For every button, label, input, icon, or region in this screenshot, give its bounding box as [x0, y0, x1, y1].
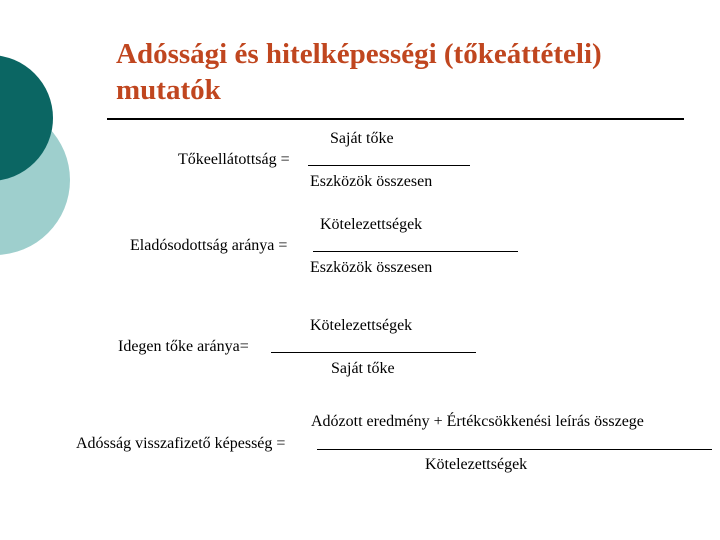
formula-label: Tőkeellátottság =	[178, 151, 290, 168]
formula-denominator: Saját tőke	[331, 360, 395, 377]
formula-label: Idegen tőke aránya=	[118, 338, 249, 355]
formula-numerator: Adózott eredmény + Értékcsökkenési leírás összege	[311, 413, 644, 430]
fraction-line	[271, 352, 476, 353]
page-title	[116, 36, 602, 108]
title-divider	[107, 118, 684, 120]
fraction-line	[308, 165, 470, 166]
fraction-line	[317, 449, 712, 450]
formula-denominator: Eszközök összesen	[310, 173, 433, 190]
formula-numerator: Kötelezettségek	[310, 317, 413, 334]
title-line-2: mutatók	[116, 74, 221, 106]
formula-denominator: Kötelezettségek	[425, 456, 528, 473]
formula-numerator: Kötelezettségek	[320, 216, 423, 233]
title-line-1: Adóssági és hitelképességi (tőkeáttételi)	[116, 38, 602, 70]
fraction-line	[313, 251, 518, 252]
formula-label: Eladósodottság aránya =	[130, 237, 288, 254]
formula-numerator: Saját tőke	[330, 130, 394, 147]
formula-denominator: Eszközök összesen	[310, 259, 433, 276]
formula-label: Adósság visszafizető képesség =	[76, 435, 286, 452]
